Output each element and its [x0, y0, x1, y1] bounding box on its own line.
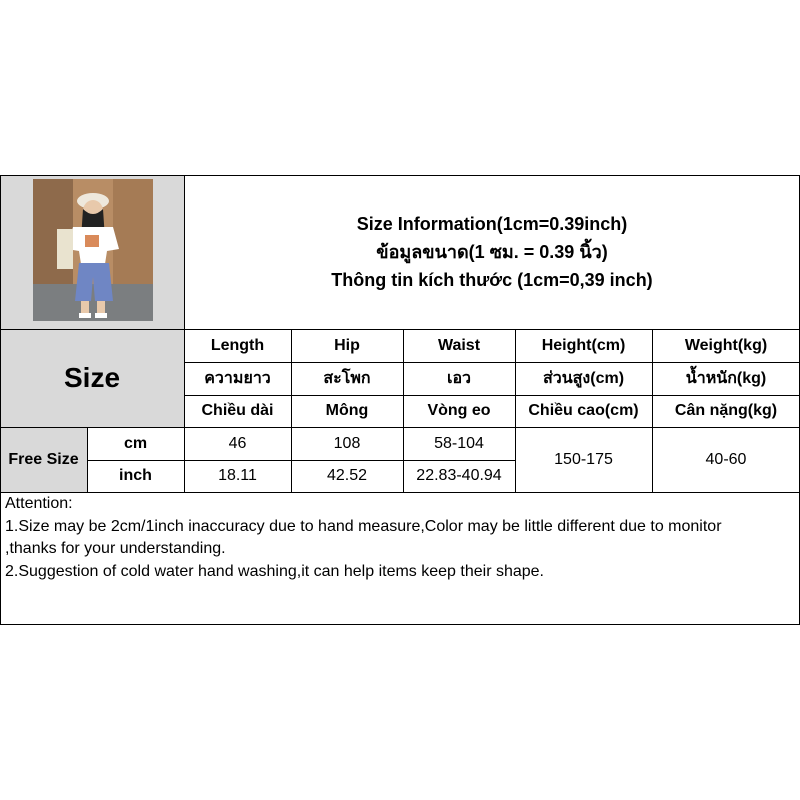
col-hip-en: Hip	[334, 336, 360, 354]
cm-length: 46	[228, 434, 247, 452]
grid-line	[0, 329, 800, 330]
grid-line	[403, 329, 404, 492]
inch-hip: 42.52	[326, 467, 368, 484]
size-information	[184, 175, 800, 329]
free-size-label: Free Size	[8, 450, 79, 468]
weight-range: 40-60	[705, 450, 747, 468]
grid-line	[291, 329, 292, 492]
info-line-vietnamese: Thông tin kích thước (1cm=0,39 inch)	[331, 270, 653, 290]
grid-line	[652, 329, 653, 492]
grid-line	[184, 175, 185, 492]
col-length-en: Length	[210, 336, 265, 354]
size-label: Size	[63, 362, 121, 393]
info-line-english: Size Information(1cm=0.39inch)	[356, 214, 628, 234]
inch-length: 18.11	[218, 467, 257, 484]
info-line-thai: ข้อมูลขนาด(1 ซม. = 0.39 นิ้ว)	[376, 242, 608, 262]
col-hip-th: สะโพก	[323, 370, 371, 387]
attention-line-2: ,thanks for your understanding.	[5, 540, 226, 557]
grid-line	[87, 460, 515, 461]
col-waist-vi: Vòng eo	[427, 402, 491, 419]
grid-line	[0, 175, 800, 176]
cm-hip: 108	[333, 434, 361, 452]
col-weight-vi: Cân nặng(kg)	[674, 402, 778, 419]
col-height-vi: Chiều cao(cm)	[528, 402, 639, 419]
col-waist-en: Waist	[437, 336, 481, 354]
col-weight-en: Weight(kg)	[684, 336, 768, 354]
inch-waist: 22.83-40.94	[416, 467, 502, 484]
attention-line-3: 2.Suggestion of cold water hand washing,it can help items keep their shape.	[5, 562, 544, 580]
size-chart	[0, 175, 800, 625]
grid-line	[0, 492, 800, 493]
height-range: 150-175	[554, 450, 613, 468]
grid-line	[515, 329, 516, 492]
col-waist-th: เอว	[446, 370, 472, 387]
col-length-th: ความยาว	[204, 370, 271, 387]
unit-cm: cm	[123, 434, 148, 452]
unit-inch: inch	[119, 467, 152, 484]
grid-line	[0, 427, 800, 428]
grid-line	[184, 362, 800, 363]
col-height-th: ส่วนสูง(cm)	[542, 370, 625, 387]
grid-line	[0, 175, 1, 625]
col-height-en: Height(cm)	[541, 336, 626, 354]
product-photo	[33, 179, 153, 321]
grid-line	[184, 395, 800, 396]
col-length-vi: Chiều dài	[201, 402, 274, 419]
attention-title: Attention:	[5, 495, 73, 512]
grid-line	[0, 624, 800, 625]
attention-notes	[5, 493, 722, 583]
cm-waist: 58-104	[434, 434, 484, 452]
col-weight-th: น้ำหนัก(kg)	[685, 370, 767, 387]
attention-line-1: 1.Size may be 2cm/1inch inaccuracy due to hand measure,Color may be little different due to monitor	[5, 517, 722, 535]
grid-line	[87, 427, 88, 492]
col-hip-vi: Mông	[325, 402, 369, 419]
